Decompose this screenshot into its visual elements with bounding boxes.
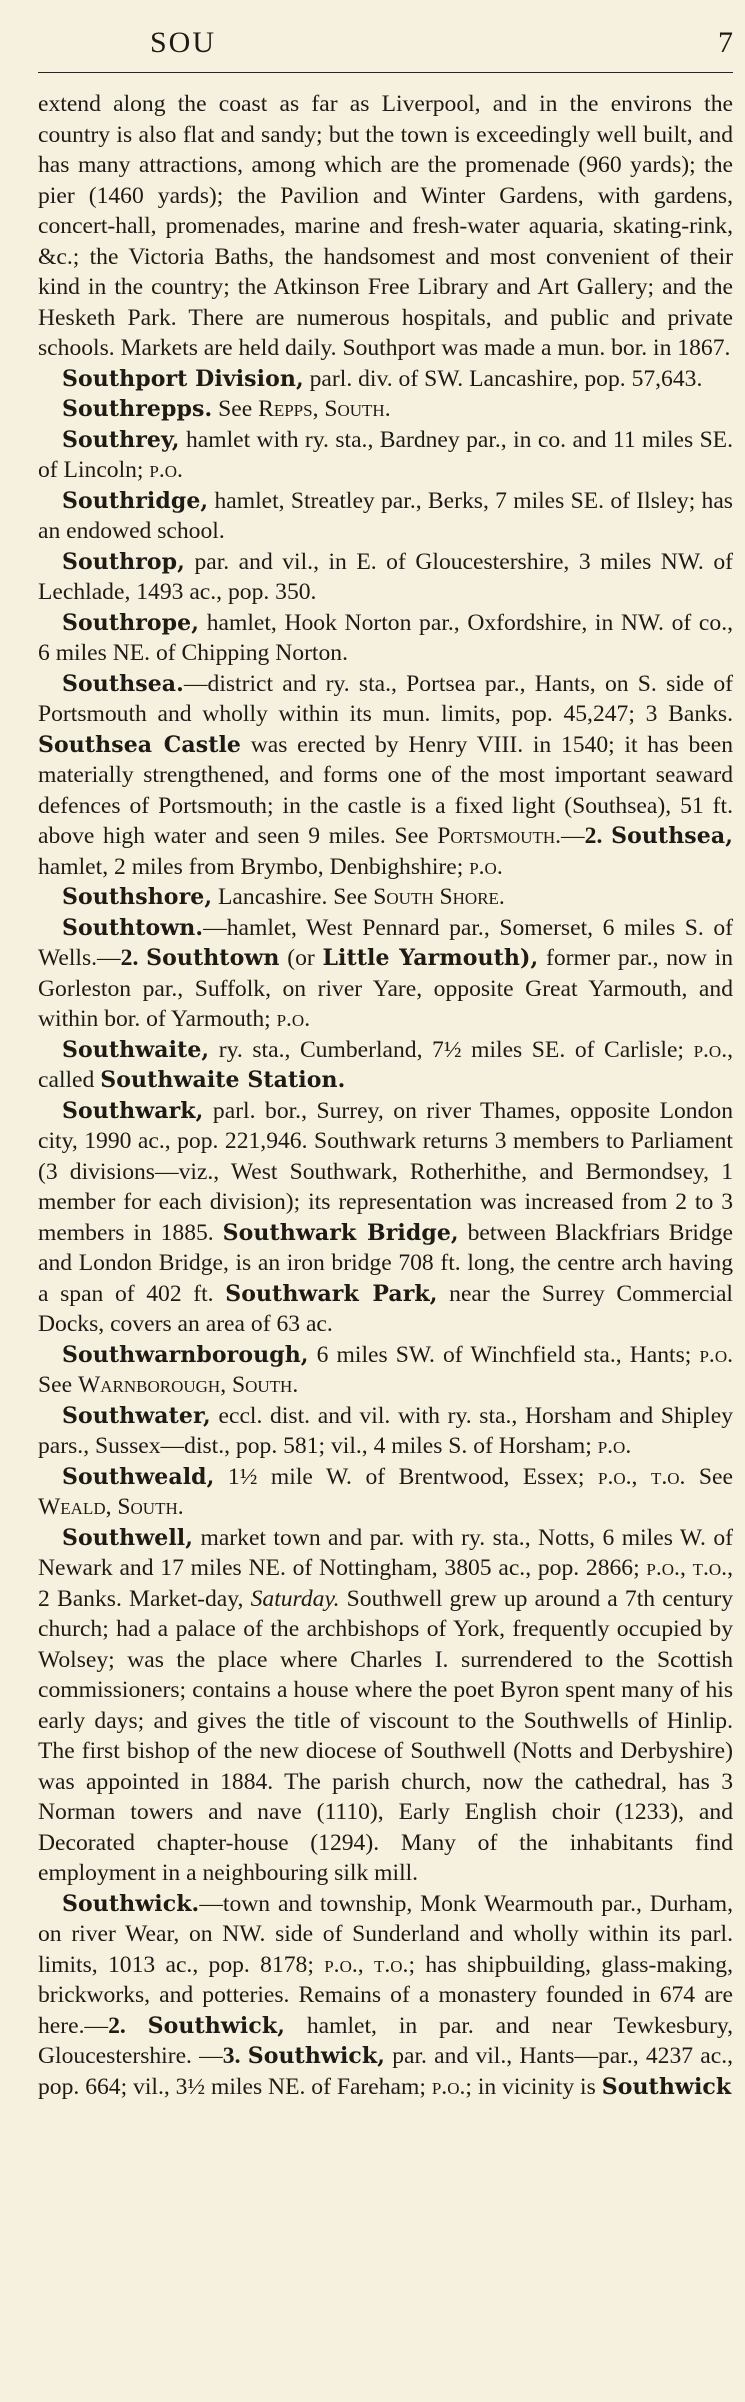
gazetteer-entry: [38, 1401, 733, 1462]
sub-entry-number: 3.: [222, 2043, 241, 2069]
gazetteer-entry: [38, 486, 733, 547]
gazetteer-entry: [38, 913, 733, 1035]
headword: Southsea.: [62, 670, 184, 697]
entry-text: .: [177, 1494, 184, 1520]
entry-text: 6 miles SW. of Winchfield sta., Hants;: [308, 1341, 700, 1368]
entry-text: See: [212, 396, 259, 422]
headword: Southrey,: [62, 426, 180, 453]
headword: Southwick,: [147, 2012, 285, 2039]
small-caps-term: t.o.: [373, 1951, 409, 1978]
entry-text: See: [38, 1372, 78, 1398]
entry-text: extend along the coast as far as Liverpool, and in the environs the country is also flat and sandy; but the town is exceedingly well built, and has many attractions, among which are the promenade (960 yards); the pier (1460 yards); the Pavilion and Winter Gardens, with gardens, concert-hall, promenades, marine and fresh-water aquaria, skating-rink, &c.; the Victoria Baths, the handsomest and most convenient of their kind in the country; the Atkinson Free Library and Art Gallery; and the Hesketh Park. There are numerous hospitals, and public and private schools. Markets are held daily. Southport was made a mun. bor. in 1867.: [38, 91, 733, 361]
entry-text: .: [384, 396, 391, 422]
gazetteer-entry: [38, 608, 733, 669]
small-caps-term: Portsmouth: [437, 823, 556, 849]
headword: Southsea,: [611, 823, 733, 849]
entry-text: , called: [38, 1036, 733, 1093]
entry-text: [602, 823, 611, 849]
entry-text: See: [685, 1463, 734, 1490]
gazetteer-entry: [38, 394, 733, 425]
entry-text: ; has shipbuilding, glass-making, brickworks, and potteries. Remains of a monastery founded in 674 are here.—: [38, 1951, 733, 2039]
headword: Southshore,: [62, 884, 213, 910]
headword: Southwaite Station.: [100, 1067, 346, 1093]
headword: Southsea Castle: [38, 731, 242, 758]
gazetteer-entry: [38, 669, 733, 883]
gazetteer-entry: [38, 364, 733, 395]
entry-text: ry. sta., Cumberland, 7½ miles SE. of Carlisle;: [209, 1036, 694, 1063]
small-caps-term: Repps, South: [258, 396, 385, 422]
entry-text: hamlet, in par. and near Tewkesbury, Gloucestershire. —: [38, 2012, 733, 2069]
entry-text: parl. div. of SW. Lancashire, pop. 57,643.: [303, 365, 703, 392]
entry-text: [240, 2043, 247, 2069]
entry-text: .—: [555, 823, 585, 849]
headword: Southwark Bridge,: [222, 1219, 459, 1246]
entry-text: former par., now in Gorleston par., Suffolk, on river Yare, opposite Great Yarmouth, and within bor. of Yarmouth;: [38, 945, 733, 1032]
gazetteer-entry: [38, 425, 733, 486]
small-caps-term: p.o.: [693, 1036, 728, 1063]
page-number: 7: [718, 26, 733, 59]
entry-text: (or: [279, 945, 323, 971]
gazetteer-entry: [38, 547, 733, 608]
small-caps-term: p.o.: [646, 1555, 680, 1581]
entry-text: ,: [679, 1555, 693, 1581]
entry-text: eccl. dist. and vil. with ry. sta., Horsham and Shipley pars., Sussex—dist., pop. 581; vil., 4 miles S. of Horsham;: [38, 1402, 733, 1459]
entry-text: —hamlet, West Pennard par., Somerset, 6 miles S. of Wells.—: [38, 914, 733, 971]
entry-text: par. and vil., Hants—par., 4237 ac., pop. 664; vil., 3½ miles NE. of Fareham;: [38, 2043, 733, 2100]
entry-text: —district and ry. sta., Portsea par., Hants, on S. side of Portsmouth and wholly within its mun. limits, pop. 45,247; 3 Banks.: [38, 670, 733, 727]
entry-text: hamlet, Hook Norton par., Oxfordshire, in NW. of co., 6 miles NE. of Chipping Norton.: [38, 609, 733, 666]
entry-text: was erected by Henry VIII. in 1540; it has been materially strengthened, and forms one of the most important seaward defences of Portsmouth; in the castle is a fixed light (Southsea), 51 ft. above high water and seen 9 miles. See: [38, 731, 733, 849]
small-caps-term: p.o.: [324, 1951, 358, 1978]
entry-text: .: [292, 1372, 299, 1398]
entry-text: hamlet, Streatley par., Berks, 7 miles SE. of Ilsley; has an endowed school.: [38, 487, 733, 544]
gazetteer-entry: [38, 1889, 733, 2103]
entry-text: hamlet, 2 miles from Brymbo, Denbighshire;: [38, 853, 470, 880]
entry-text: .: [304, 1006, 311, 1032]
headword: Southwick.: [62, 1890, 200, 1917]
gazetteer-entry: [38, 1462, 733, 1523]
entry-text: market town and par. with ry. sta., Notts, 6 miles W. of Newark and 17 miles NE. of Nottingham, 3805 ac., pop. 2866;: [38, 1524, 733, 1581]
headword: Little Yarmouth),: [322, 945, 539, 971]
headword: Southrope,: [62, 609, 200, 636]
sub-entry-number: 2.: [120, 945, 139, 971]
small-caps-term: p.o.: [699, 1341, 733, 1368]
gazetteer-entry: [38, 1035, 733, 1096]
small-caps-term: p.o.: [598, 1463, 632, 1490]
entry-text: Southwell grew up around a 7th century church; had a palace of the archbishops of York, frequently occupied by Wolsey; was the place where Charles I. surrendered to the Scottish commissioners; contains a house where the poet Byron spent many of his early days; and gives the title of viscount to the Southwells of Hinlip. The first bishop of the new diocese of Southwell (Notts and Derbyshire) was appointed in 1884. The parish church, now the cathedral, has 3 Norman towers and nave (1110), Early English choir (1233), and Decorated chapter-house (1294). Many of the inhabitants find employment in a neighbouring silk mill.: [38, 1585, 733, 1886]
entry-text: Lancashire. See: [212, 884, 374, 910]
small-caps-term: South Shore: [373, 884, 499, 910]
headword: Southport Division,: [62, 365, 304, 392]
page-header: [38, 0, 733, 73]
entry-text: near the Surrey Commercial Docks, covers an area of 63 ac.: [38, 1280, 733, 1337]
entry-text: hamlet with ry. sta., Bardney par., in co. and 11 miles SE. of Lincoln;: [38, 426, 733, 483]
entry-text: between Blackfriars Bridge and London Bridge, is an iron bridge 708 ft. long, the centre arch having a span of 402 ft.: [38, 1219, 733, 1307]
headword: Southrepps.: [62, 396, 213, 422]
headword: Southridge,: [62, 487, 209, 514]
headword: Southwark Park,: [225, 1280, 438, 1307]
headword: Southweald,: [62, 1463, 215, 1490]
entry-text: , 2 Banks. Market-day,: [38, 1555, 733, 1612]
headword: Southtown.: [62, 914, 204, 941]
entry-text: .: [177, 457, 183, 483]
italic-text: Saturday.: [250, 1585, 340, 1612]
small-caps-term: t.o.: [692, 1555, 728, 1581]
headword: Southwick: [601, 2073, 732, 2100]
small-caps-term: p.o: [597, 1433, 626, 1459]
headword: Southwater,: [62, 1402, 211, 1429]
gazetteer-entry: [38, 1523, 733, 1889]
entry-text: ,: [357, 1951, 374, 1978]
entry-text: .: [625, 1433, 632, 1459]
small-caps-term: p.o: [149, 457, 178, 483]
entry-continuation: [38, 89, 733, 364]
headword: Southwell,: [62, 1524, 194, 1551]
entry-text: [126, 2013, 148, 2039]
gazetteer-entry: [38, 1096, 733, 1340]
entry-text: par. and vil., in E. of Gloucestershire, 3 miles NW. of Lechlade, 1493 ac., pop. 350.: [38, 548, 733, 605]
entry-text: ,: [631, 1463, 651, 1490]
entry-text: 1½ mile W. of Brentwood, Essex;: [214, 1463, 598, 1490]
sub-entry-number: 2.: [584, 823, 603, 849]
entry-text: parl. bor., Surrey, on river Thames, opposite London city, 1990 ac., pop. 221,946. Southwark returns 3 members to Parliament (3 divisions—viz., West Southwark, Rotherhithe, and Bermondsey, 1 member for each division); its representation was increased from 2 to 3 members in 1885.: [38, 1097, 733, 1246]
headword: Southwarnborough,: [62, 1341, 309, 1368]
small-caps-term: p.o: [276, 1006, 305, 1032]
gazetteer-entry: [38, 1340, 733, 1401]
entry-text: .: [496, 853, 503, 880]
sub-entry-number: 2.: [108, 2012, 126, 2039]
small-caps-term: p.o.: [431, 2073, 466, 2100]
gazetteer-body: [38, 73, 733, 2102]
small-caps-term: p.o: [469, 853, 497, 880]
small-caps-term: t.o.: [650, 1463, 686, 1490]
entry-text: ; in vicinity is: [465, 2073, 602, 2100]
running-head: SOU: [150, 26, 217, 59]
entry-text: [138, 945, 146, 971]
headword: Southwark,: [62, 1097, 204, 1124]
gazetteer-entry: [38, 882, 733, 913]
small-caps-term: Warnborough, South: [77, 1372, 293, 1398]
small-caps-term: Weald, South: [38, 1494, 178, 1520]
headword: Southwaite,: [62, 1036, 210, 1063]
entry-text: .: [498, 884, 505, 910]
headword: Southtown: [146, 945, 280, 971]
headword: Southrop,: [62, 548, 185, 575]
headword: Southwick,: [247, 2043, 386, 2069]
entry-text: —town and township, Monk Wearmouth par., Durham, on river Wear, on NW. side of Sunderland and wholly within its parl. limits, 1013 ac., pop. 8178;: [38, 1890, 733, 1978]
